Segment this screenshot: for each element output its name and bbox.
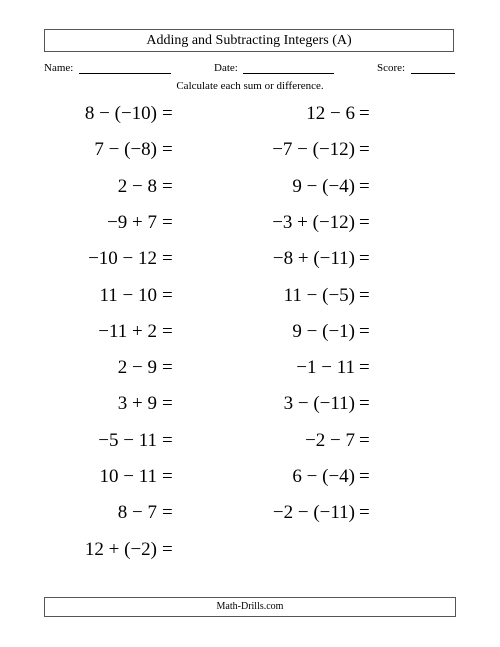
right-problem-equals: =	[359, 320, 370, 342]
left-problem-equals: =	[162, 538, 173, 560]
left-problem-expression: 12 + (−2)	[84, 538, 157, 560]
left-problem-expression: 8 − 7	[117, 502, 157, 524]
right-problem-equals: =	[359, 211, 370, 233]
right-problem-expression: 9 − (−4)	[292, 175, 355, 197]
left-problem-equals: =	[162, 429, 173, 451]
left-problem-equals: =	[162, 103, 173, 124]
left-problem-equals: =	[162, 284, 173, 306]
right-problem-expression: −2 − (−11)	[272, 502, 355, 524]
score-label: Score:	[377, 62, 406, 74]
right-problem-expression: 11 − (−5)	[283, 284, 355, 306]
right-problem-expression: 9 − (−1)	[292, 320, 355, 342]
left-problem-equals: =	[162, 393, 173, 415]
left-problem-expression: −9 + 7	[107, 211, 157, 233]
left-problem-expression: −10 − 12	[88, 248, 157, 270]
right-problem-expression: −3 + (−12)	[272, 211, 355, 233]
right-problem-equals: =	[359, 502, 370, 524]
left-problem-expression: 2 − 9	[117, 357, 157, 379]
left-problem-expression: −5 − 11	[98, 429, 157, 451]
left-problem-expression: 8 − (−10)	[84, 103, 157, 124]
name-line[interactable]	[79, 73, 171, 74]
right-problem-equals: =	[359, 103, 370, 124]
right-problem-equals: =	[359, 466, 370, 487]
right-problem-equals: =	[359, 357, 370, 379]
left-problem-equals: =	[162, 320, 173, 342]
right-problem-equals: =	[359, 429, 370, 451]
right-problem-equals: =	[359, 248, 370, 270]
right-problem-expression: −1 − 11	[296, 357, 355, 379]
name-label: Name:	[44, 62, 74, 74]
right-problem-equals: =	[359, 175, 370, 197]
worksheet-title: Adding and Subtracting Integers (A)	[44, 29, 454, 52]
left-problem-equals: =	[162, 248, 173, 270]
right-problem-expression: 12 − 6	[306, 103, 355, 124]
date-line[interactable]	[243, 73, 334, 74]
left-problem-equals: =	[162, 357, 173, 379]
right-problem-expression: 3 − (−11)	[283, 393, 355, 415]
right-problem-expression: −7 − (−12)	[272, 139, 355, 161]
score-line[interactable]	[411, 73, 455, 74]
left-problem-equals: =	[162, 139, 173, 161]
footer-credit: Math-Drills.com	[44, 597, 456, 617]
left-problem-expression: 11 − 10	[99, 284, 157, 306]
date-label: Date:	[214, 62, 238, 74]
left-problem-expression: −11 + 2	[98, 320, 157, 342]
left-problem-equals: =	[162, 211, 173, 233]
left-problem-equals: =	[162, 466, 173, 487]
right-problem-equals: =	[359, 393, 370, 415]
left-problem-expression: 3 + 9	[117, 393, 157, 415]
right-problem-expression: −2 − 7	[305, 429, 355, 451]
right-problem-expression: −8 + (−11)	[272, 248, 355, 270]
left-problem-expression: 7 − (−8)	[94, 139, 157, 161]
instructions: Calculate each sum or difference.	[176, 80, 324, 92]
left-problem-equals: =	[162, 175, 173, 197]
right-problem-equals: =	[359, 284, 370, 306]
left-problem-expression: 10 − 11	[99, 466, 157, 487]
right-problem-expression: 6 − (−4)	[292, 466, 355, 487]
left-problem-expression: 2 − 8	[117, 175, 157, 197]
left-problem-equals: =	[162, 502, 173, 524]
right-problem-equals: =	[359, 139, 370, 161]
